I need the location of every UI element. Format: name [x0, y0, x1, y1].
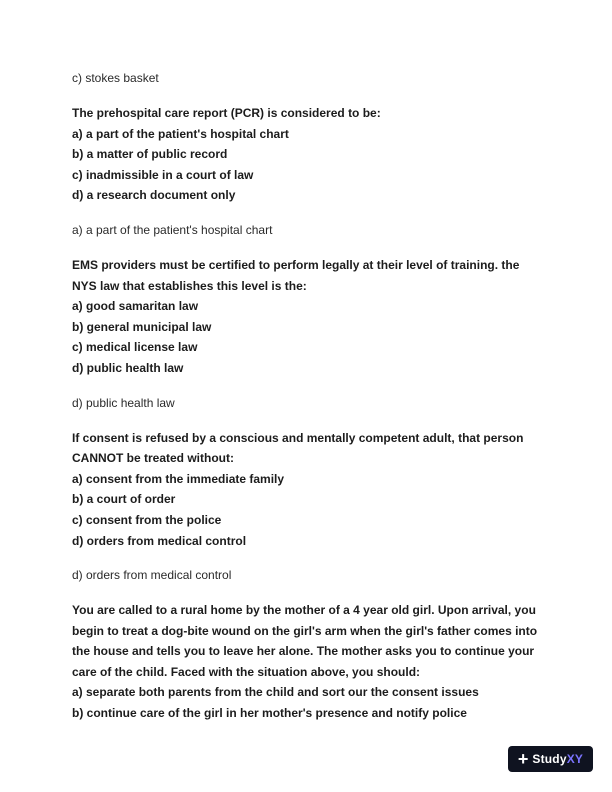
answer-text: c) stokes basket — [72, 71, 159, 85]
option-b: b) general municipal law — [72, 319, 212, 334]
question-block — [72, 428, 542, 552]
brand-name: StudyXY — [532, 752, 584, 766]
plus-icon: + — [517, 748, 529, 769]
answer-text: d) orders from medical control — [72, 568, 232, 583]
option-b: b) a matter of public record — [72, 147, 228, 162]
question-text: CANNOT be treated without: — [72, 451, 234, 466]
question-block — [72, 103, 542, 206]
question-text: EMS providers must be certified to perform legally at their level of training. the — [72, 257, 520, 272]
option-b: b) a court of order — [72, 492, 176, 507]
question-text: begin to treat a dog-bite wound on the girl's arm when the girl's father comes into — [72, 623, 538, 638]
question-text: The prehospital care report (PCR) is considered to be: — [72, 106, 381, 120]
option-d: d) public health law — [72, 360, 184, 375]
option-a: a) separate both parents from the child and sort our the consent issues — [72, 685, 479, 700]
question-block — [72, 600, 542, 724]
option-c: c) consent from the police — [72, 512, 222, 527]
option-c: c) inadmissible in a court of law — [72, 167, 254, 182]
option-a: a) a part of the patient's hospital chart — [72, 126, 289, 141]
option-d: d) a research document only — [72, 188, 236, 203]
option-c: c) medical license law — [72, 340, 198, 355]
question-text: NYS law that establishes this level is the: — [72, 278, 307, 293]
answer-text: a) a part of the patient's hospital chart — [72, 222, 273, 237]
question-text: You are called to a rural home by the mother of a 4 year old girl. Upon arrival, you — [72, 603, 536, 618]
question-block — [72, 255, 542, 379]
answer-text: d) public health law — [72, 395, 175, 410]
question-text: If consent is refused by a conscious and mentally competent adult, that person — [72, 430, 524, 445]
studyxy-logo-badge[interactable] — [508, 746, 593, 772]
question-text: the house and tells you to leave her alone. The mother asks you to continue your — [72, 644, 535, 659]
option-b: b) continue care of the girl in her mother's presence and notify police — [72, 706, 467, 721]
document-page — [72, 70, 542, 740]
question-text: care of the child. Faced with the situation above, you should: — [72, 664, 421, 679]
option-a: a) consent from the immediate family — [72, 471, 285, 486]
option-d: d) orders from medical control — [72, 533, 247, 548]
option-a: a) good samaritan law — [72, 299, 199, 314]
